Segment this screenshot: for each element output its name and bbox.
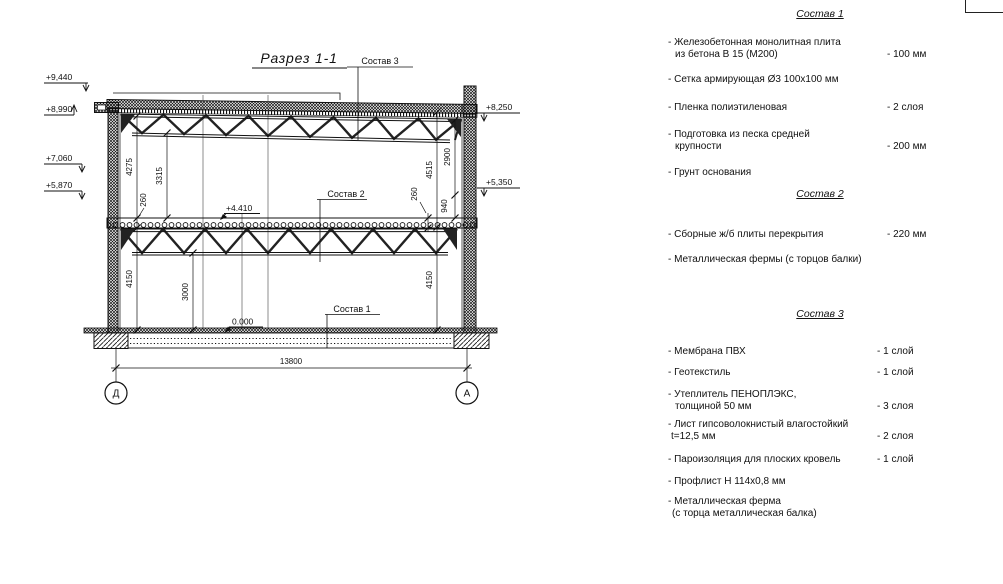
spec-group-title: Состав 1 — [796, 8, 844, 20]
dim-940: 940 — [440, 199, 449, 213]
spec-item — [668, 419, 913, 443]
spec-item — [668, 37, 926, 61]
spec-item-name: - Пленка полиэтиленовая — [668, 102, 788, 113]
dim-260-right: 260 — [410, 187, 419, 201]
spec-item — [668, 229, 926, 241]
spec-item — [668, 167, 887, 179]
spec-item-name: - Пароизоляция для плоских кровель — [668, 454, 841, 465]
spec-item-value: - 2 слоя — [887, 102, 924, 113]
leader-label-text: Состав 2 — [327, 189, 365, 199]
dim-3315: 3315 — [155, 167, 164, 185]
spec-item-name: - Геотекстиль — [668, 367, 731, 378]
spec-item-name: - Мембрана ПВХ — [668, 346, 746, 357]
leader-label-text: Состав 3 — [361, 56, 399, 66]
spec-item-value: - 2 слоя — [877, 431, 914, 442]
dim-2900: 2900 — [443, 148, 452, 166]
spec-item-name: - Профлист Н 114х0,8 мм — [668, 476, 786, 487]
spec-item — [668, 476, 877, 488]
spec-item-name: - Подготовка из песка средней крупности — [668, 129, 810, 152]
spec-item-name: - Железобетонная монолитная плита из бетона В 15 (М200) — [668, 37, 841, 60]
spec-item — [668, 496, 877, 520]
leader-label-text: Состав 1 — [333, 304, 371, 314]
elevation-label: +5,870 — [46, 180, 73, 190]
spec-item — [668, 74, 887, 86]
elevation-label: +4.410 — [226, 203, 253, 213]
spec-item-value: - 3 слоя — [877, 401, 914, 412]
spec-item-name: - Металлическая ферма (с торца металлическая балка) — [668, 496, 817, 519]
spec-item-name: - Лист гипсоволокнистый влагостойкий t=12,5 мм — [668, 419, 849, 442]
spec-item-name: - Грунт основания — [668, 167, 752, 178]
spec-item-name: - Сборные ж/б плиты перекрытия — [668, 229, 824, 240]
dim-260-left: 260 — [139, 193, 148, 207]
spec-item — [668, 389, 913, 413]
elevation-label: +5,350 — [486, 177, 513, 187]
spec-group-title: Состав 3 — [796, 308, 844, 320]
spec-item — [668, 346, 914, 358]
spec-item-value: - 220 мм — [887, 229, 927, 240]
dim-13800: 13800 — [279, 357, 303, 366]
elevation-label: +8,990 — [46, 104, 73, 114]
elevation-label: +8,250 — [486, 102, 513, 112]
spec-item — [668, 254, 887, 266]
elevation-label: 0.000 — [232, 316, 254, 327]
dim-4275: 4275 — [125, 158, 134, 176]
spec-item-value: - 1 слой — [877, 346, 914, 357]
spec-item-value: - 1 слой — [877, 367, 914, 378]
spec-item — [668, 129, 926, 153]
spec-item-name: - Сетка армирующая Ø3 100х100 мм — [668, 74, 839, 85]
axis-letter: А — [463, 388, 471, 400]
sheet-frame-corner — [965, 0, 1003, 13]
elevation-label: +9,440 — [46, 72, 73, 82]
spec-item — [668, 454, 914, 466]
spec-item-value: - 200 мм — [887, 141, 927, 152]
spec-item-value: - 1 слой — [877, 454, 914, 465]
spec-item-name: - Утеплитель ПЕНОПЛЭКС, толщиной 50 мм — [668, 389, 797, 412]
spec-item — [668, 367, 914, 379]
dim-3000: 3000 — [181, 283, 190, 301]
dim-4515: 4515 — [425, 161, 434, 179]
spec-item-name: - Металлическая фермы (с торцов балки) — [668, 254, 862, 265]
dim-4150-left: 4150 — [125, 270, 134, 288]
section-title-text: Разрез 1-1 — [260, 50, 338, 66]
spec-item-value: - 100 мм — [887, 49, 927, 60]
axis-letter: Д — [112, 388, 120, 400]
elevation-label: +7,060 — [46, 153, 73, 163]
spec-group-title: Состав 2 — [796, 188, 844, 200]
dim-4150-right: 4150 — [425, 271, 434, 289]
spec-item — [668, 102, 923, 114]
